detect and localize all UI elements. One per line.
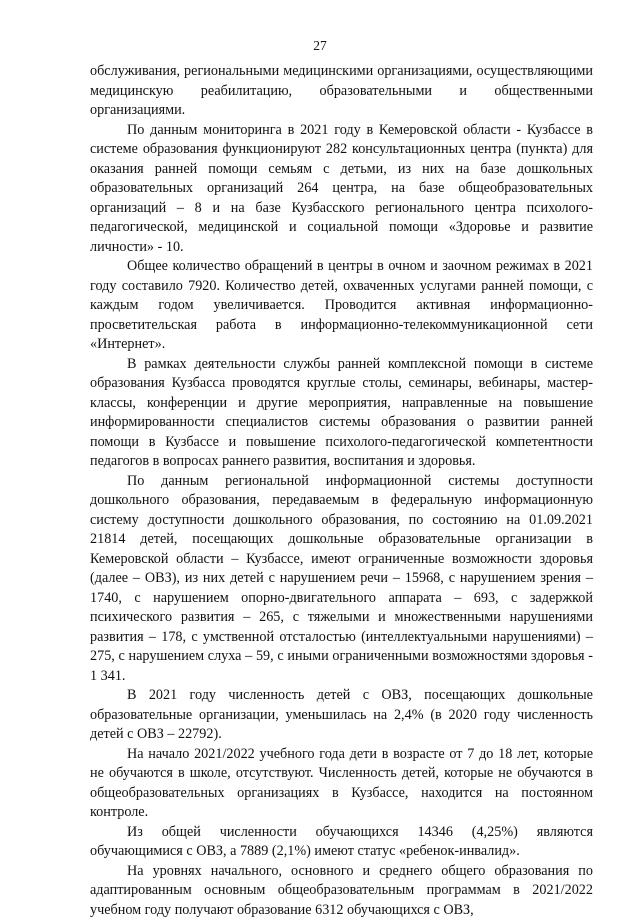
page-number: 27 (0, 38, 640, 54)
paragraph-requests-total: Общее количество обращений в центры в очном и заочном режимах в 2021 году составило 7920. Количество детей, охваченных услугами ранней помощи, с каждым годом увеличивается. Проводится активная информационно-просветительская работа в информационно-телекоммуникационной сети «Интернет». (90, 257, 593, 355)
paragraph-continuation: обслуживания, региональными медицинскими организациями, осуществляющими медицинскую реабилитацию, образовательными и общественными организациями. (90, 62, 593, 121)
paragraph-monitoring-2021: По данным мониторинга в 2021 году в Кемеровской области - Кузбассе в системе образования функционируют 282 консультационных центра (пункта) для оказания ранней помощи семьям с детьми, из них на базе дошкольных образовательных организаций 264 центра, на базе общеобразовательных организаций – 8 и на базе Кузбасского регионального центра психолого-педагогической, медицинской и социальной помощи «Здоровье и развитие личности» - 10. (90, 121, 593, 258)
paragraph-ovz-decrease: В 2021 году численность детей с ОВЗ, посещающих дошкольные образовательные организации, уменьшилась на 2,4% (в 2020 году численность детей с ОВЗ – 22792). (90, 686, 593, 745)
paragraph-students-ovz-share: Из общей численности обучающихся 14346 (4,25%) являются обучающимися с ОВЗ, а 7889 (2,1%) имеют статус «ребенок-инвалид». (90, 823, 593, 862)
paragraph-adapted-programs: На уровнях начального, основного и среднего общего образования по адаптированным основным общеобразовательным программам в 2021/2022 учебном году получают образование 6312 обучающихся с ОВЗ, (90, 862, 593, 920)
paragraph-preschool-ovz-stats: По данным региональной информационной системы доступности дошкольного образования, передаваемым в федеральную информационную систему доступности дошкольного образования, по состоянию на 01.09.2021 21814 детей, посещающих дошкольные образовательные организации в Кемеровской области – Кузбассе, имеют ограниченные возможности здоровья (далее – ОВЗ), из них детей с нарушением речи – 15968, с нарушением зрения – 1740, с нарушением опорно-двигательного аппарата – 693, с задержкой психического развития – 265, с тяжелыми и множественными нарушениями развития – 178, с умственной отсталостью (интеллектуальными нарушениями) – 275, с нарушением слуха – 59, с иными ограниченными возможностями здоровья - 1 341. (90, 472, 593, 687)
document-body (90, 62, 593, 920)
paragraph-school-attendance: На начало 2021/2022 учебного года дети в возрасте от 7 до 18 лет, которые не обучаются в школе, отсутствуют. Численность детей, которые не обучаются в общеобразовательных организациях в Кузбассе, находится на постоянном контроле. (90, 745, 593, 823)
paragraph-early-help-events: В рамках деятельности службы ранней комплексной помощи в системе образования Кузбасса проводятся круглые столы, семинары, вебинары, мастер-классы, конференции и другие мероприятия, направленные на повышение информированности специалистов системы образования о развитии ранней помощи в Кузбассе и повышение психолого-педагогической компетентности педагогов в вопросах раннего развития, воспитания и здоровья. (90, 355, 593, 472)
